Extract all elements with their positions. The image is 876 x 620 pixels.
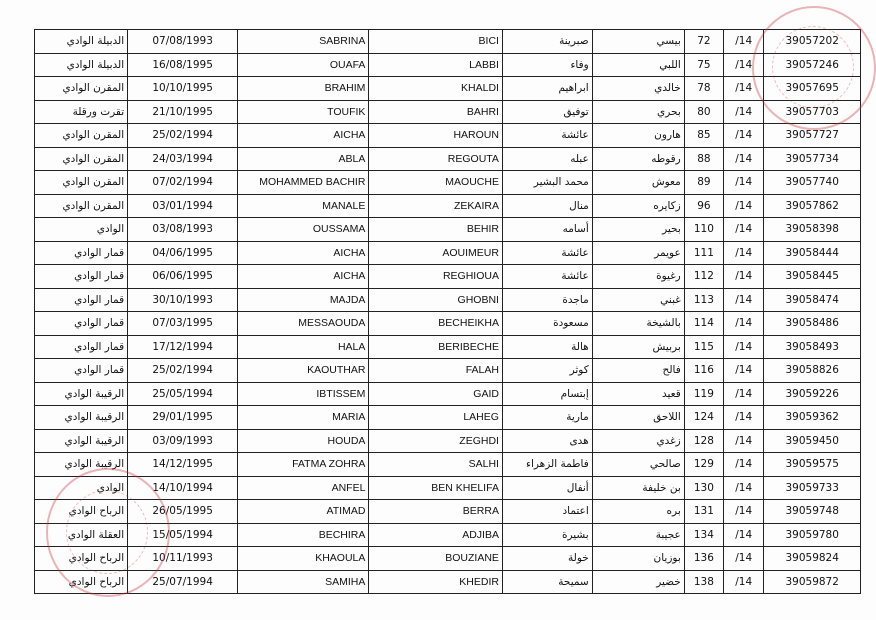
last-name-arabic-cell: بربيش — [592, 335, 684, 359]
table-row — [35, 429, 861, 453]
birth-date-cell: 07/02/1994 — [128, 171, 238, 195]
birth-place-cell: قمار الوادي — [35, 335, 128, 359]
last-name-latin-cell: BECHEIKHA — [369, 312, 503, 336]
first-name-arabic-cell: أنفال — [502, 476, 592, 500]
birth-date-cell: 04/06/1995 — [128, 241, 238, 265]
serial-number-cell: 89 — [684, 171, 723, 195]
registration-id-cell: 39059575 — [764, 453, 861, 477]
first-name-arabic-cell: وفاء — [502, 53, 592, 77]
code-cell: /14 — [724, 523, 764, 547]
first-name-arabic-cell: عبله — [502, 147, 592, 171]
birth-date-cell: 21/10/1995 — [128, 100, 238, 124]
birth-place-cell: المقرن الوادي — [35, 171, 128, 195]
birth-date-cell: 06/06/1995 — [128, 265, 238, 289]
last-name-latin-cell: MAOUCHE — [369, 171, 503, 195]
last-name-arabic-cell: خضير — [592, 570, 684, 594]
serial-number-cell: 75 — [684, 53, 723, 77]
serial-number-cell: 138 — [684, 570, 723, 594]
table-row — [35, 100, 861, 124]
birth-place-cell: قمار الوادي — [35, 288, 128, 312]
serial-number-cell: 96 — [684, 194, 723, 218]
code-cell: /14 — [724, 500, 764, 524]
first-name-arabic-cell: عائشة — [502, 241, 592, 265]
first-name-latin-cell: IBTISSEM — [238, 382, 369, 406]
birth-date-cell: 24/03/1994 — [128, 147, 238, 171]
code-cell: /14 — [724, 53, 764, 77]
last-name-latin-cell: ZEGHDI — [369, 429, 503, 453]
first-name-arabic-cell: اعتماد — [502, 500, 592, 524]
registration-id-cell: 39059780 — [764, 523, 861, 547]
birth-date-cell: 10/11/1993 — [128, 547, 238, 571]
serial-number-cell: 115 — [684, 335, 723, 359]
last-name-latin-cell: GAID — [369, 382, 503, 406]
last-name-arabic-cell: رقوطه — [592, 147, 684, 171]
first-name-latin-cell: ANFEL — [238, 476, 369, 500]
birth-place-cell: قمار الوادي — [35, 359, 128, 383]
first-name-latin-cell: KAOUTHAR — [238, 359, 369, 383]
code-cell: /14 — [724, 241, 764, 265]
last-name-arabic-cell: بره — [592, 500, 684, 524]
serial-number-cell: 131 — [684, 500, 723, 524]
last-name-latin-cell: KHALDI — [369, 77, 503, 101]
registration-id-cell: 39057862 — [764, 194, 861, 218]
serial-number-cell: 85 — [684, 124, 723, 148]
first-name-arabic-cell: محمد البشير — [502, 171, 592, 195]
table-row — [35, 194, 861, 218]
birth-date-cell: 15/05/1994 — [128, 523, 238, 547]
first-name-arabic-cell: هالة — [502, 335, 592, 359]
first-name-latin-cell: OUAFA — [238, 53, 369, 77]
registration-id-cell: 39059733 — [764, 476, 861, 500]
last-name-latin-cell: BOUZIANE — [369, 547, 503, 571]
birth-date-cell: 26/05/1995 — [128, 500, 238, 524]
first-name-latin-cell: ABLA — [238, 147, 369, 171]
last-name-latin-cell: AOUIMEUR — [369, 241, 503, 265]
code-cell: /14 — [724, 124, 764, 148]
last-name-latin-cell: BICI — [369, 30, 503, 54]
birth-place-cell: قمار الوادي — [35, 312, 128, 336]
last-name-latin-cell: REGOUTA — [369, 147, 503, 171]
code-cell: /14 — [724, 147, 764, 171]
first-name-arabic-cell: مارية — [502, 406, 592, 430]
registration-id-cell: 39059362 — [764, 406, 861, 430]
birth-place-cell: الرباح الوادي — [35, 547, 128, 571]
first-name-arabic-cell: كوثر — [502, 359, 592, 383]
birth-date-cell: 07/08/1993 — [128, 30, 238, 54]
registration-id-cell: 39058444 — [764, 241, 861, 265]
first-name-latin-cell: HALA — [238, 335, 369, 359]
last-name-arabic-cell: هارون — [592, 124, 684, 148]
last-name-latin-cell: HAROUN — [369, 124, 503, 148]
serial-number-cell: 80 — [684, 100, 723, 124]
birth-place-cell: الرقيبة الوادي — [35, 429, 128, 453]
last-name-arabic-cell: غبني — [592, 288, 684, 312]
first-name-arabic-cell: صبرينة — [502, 30, 592, 54]
table-row — [35, 288, 861, 312]
code-cell: /14 — [724, 359, 764, 383]
last-name-latin-cell: ZEKAIRA — [369, 194, 503, 218]
first-name-latin-cell: AICHA — [238, 124, 369, 148]
birth-date-cell: 16/08/1995 — [128, 53, 238, 77]
first-name-arabic-cell: خولة — [502, 547, 592, 571]
last-name-arabic-cell: بحري — [592, 100, 684, 124]
birth-place-cell: الوادي — [35, 218, 128, 242]
table-row — [35, 500, 861, 524]
birth-place-cell: الرقيبة الوادي — [35, 382, 128, 406]
birth-place-cell: تقرت ورقلة — [35, 100, 128, 124]
serial-number-cell: 134 — [684, 523, 723, 547]
serial-number-cell: 124 — [684, 406, 723, 430]
birth-date-cell: 25/02/1994 — [128, 124, 238, 148]
first-name-arabic-cell: منال — [502, 194, 592, 218]
first-name-latin-cell: MESSAOUDA — [238, 312, 369, 336]
registration-id-cell: 39059226 — [764, 382, 861, 406]
table-row — [35, 476, 861, 500]
last-name-latin-cell: FALAH — [369, 359, 503, 383]
birth-date-cell: 14/12/1995 — [128, 453, 238, 477]
birth-date-cell: 14/10/1994 — [128, 476, 238, 500]
code-cell: /14 — [724, 312, 764, 336]
first-name-latin-cell: AICHA — [238, 241, 369, 265]
first-name-latin-cell: MANALE — [238, 194, 369, 218]
birth-place-cell: الرقيبة الوادي — [35, 453, 128, 477]
code-cell: /14 — [724, 194, 764, 218]
code-cell: /14 — [724, 218, 764, 242]
last-name-arabic-cell: اللبي — [592, 53, 684, 77]
last-name-arabic-cell: رغيوة — [592, 265, 684, 289]
table-row — [35, 53, 861, 77]
code-cell: /14 — [724, 382, 764, 406]
registration-id-cell: 39057703 — [764, 100, 861, 124]
table-row — [35, 359, 861, 383]
code-cell: /14 — [724, 171, 764, 195]
first-name-latin-cell: MAJDA — [238, 288, 369, 312]
table-row — [35, 124, 861, 148]
table-row — [35, 77, 861, 101]
last-name-latin-cell: GHOBNI — [369, 288, 503, 312]
serial-number-cell: 72 — [684, 30, 723, 54]
last-name-arabic-cell: بوزيان — [592, 547, 684, 571]
registration-id-cell: 39057734 — [764, 147, 861, 171]
table-row — [35, 406, 861, 430]
code-cell: /14 — [724, 30, 764, 54]
last-name-arabic-cell: اللاحق — [592, 406, 684, 430]
first-name-latin-cell: AICHA — [238, 265, 369, 289]
last-name-latin-cell: ADJIBA — [369, 523, 503, 547]
code-cell: /14 — [724, 100, 764, 124]
birth-date-cell: 03/09/1993 — [128, 429, 238, 453]
registration-id-cell: 39057695 — [764, 77, 861, 101]
birth-place-cell: الرقيبة الوادي — [35, 406, 128, 430]
code-cell: /14 — [724, 288, 764, 312]
last-name-latin-cell: BEHIR — [369, 218, 503, 242]
registration-id-cell: 39059824 — [764, 547, 861, 571]
serial-number-cell: 112 — [684, 265, 723, 289]
serial-number-cell: 110 — [684, 218, 723, 242]
last-name-arabic-cell: قعيد — [592, 382, 684, 406]
first-name-arabic-cell: إبتسام — [502, 382, 592, 406]
student-roster-table — [34, 29, 861, 594]
serial-number-cell: 88 — [684, 147, 723, 171]
roster-body — [35, 30, 861, 594]
first-name-arabic-cell: عائشة — [502, 265, 592, 289]
last-name-latin-cell: BEN KHELIFA — [369, 476, 503, 500]
last-name-latin-cell: BAHRI — [369, 100, 503, 124]
first-name-arabic-cell: أسامه — [502, 218, 592, 242]
birth-place-cell: الدبيلة الوادي — [35, 30, 128, 54]
last-name-arabic-cell: عويمر — [592, 241, 684, 265]
last-name-arabic-cell: بحير — [592, 218, 684, 242]
birth-place-cell: الرباح الوادي — [35, 500, 128, 524]
birth-date-cell: 25/05/1994 — [128, 382, 238, 406]
birth-date-cell: 03/08/1993 — [128, 218, 238, 242]
first-name-latin-cell: SAMIHA — [238, 570, 369, 594]
last-name-arabic-cell: عجيبة — [592, 523, 684, 547]
registration-id-cell: 39057740 — [764, 171, 861, 195]
first-name-arabic-cell: ماجدة — [502, 288, 592, 312]
birth-place-cell: المقرن الوادي — [35, 147, 128, 171]
table-row — [35, 382, 861, 406]
registration-id-cell: 39059748 — [764, 500, 861, 524]
first-name-latin-cell: SABRINA — [238, 30, 369, 54]
code-cell: /14 — [724, 453, 764, 477]
code-cell: /14 — [724, 265, 764, 289]
last-name-latin-cell: SALHI — [369, 453, 503, 477]
birth-place-cell: الوادي — [35, 476, 128, 500]
code-cell: /14 — [724, 335, 764, 359]
registration-id-cell: 39057727 — [764, 124, 861, 148]
last-name-arabic-cell: زغدي — [592, 429, 684, 453]
table-row — [35, 265, 861, 289]
table-row — [35, 312, 861, 336]
registration-id-cell: 39058486 — [764, 312, 861, 336]
serial-number-cell: 129 — [684, 453, 723, 477]
first-name-arabic-cell: فاطمة الزهراء — [502, 453, 592, 477]
last-name-arabic-cell: بالشيخة — [592, 312, 684, 336]
table-row — [35, 547, 861, 571]
registration-id-cell: 39058398 — [764, 218, 861, 242]
last-name-arabic-cell: بن خليفة — [592, 476, 684, 500]
table-row — [35, 218, 861, 242]
registration-id-cell: 39059872 — [764, 570, 861, 594]
registration-id-cell: 39058474 — [764, 288, 861, 312]
registration-id-cell: 39058826 — [764, 359, 861, 383]
last-name-latin-cell: REGHIOUA — [369, 265, 503, 289]
first-name-latin-cell: BECHIRA — [238, 523, 369, 547]
first-name-arabic-cell: بشيرة — [502, 523, 592, 547]
table-row — [35, 171, 861, 195]
first-name-latin-cell: ATIMAD — [238, 500, 369, 524]
registration-id-cell: 39058445 — [764, 265, 861, 289]
birth-place-cell: المقرن الوادي — [35, 194, 128, 218]
registration-id-cell: 39058493 — [764, 335, 861, 359]
last-name-latin-cell: KHEDIR — [369, 570, 503, 594]
last-name-arabic-cell: صالحي — [592, 453, 684, 477]
first-name-arabic-cell: ابراهيم — [502, 77, 592, 101]
first-name-arabic-cell: مسعودة — [502, 312, 592, 336]
first-name-arabic-cell: هدى — [502, 429, 592, 453]
birth-date-cell: 03/01/1994 — [128, 194, 238, 218]
first-name-latin-cell: BRAHIM — [238, 77, 369, 101]
serial-number-cell: 114 — [684, 312, 723, 336]
table-row — [35, 523, 861, 547]
first-name-latin-cell: OUSSAMA — [238, 218, 369, 242]
last-name-latin-cell: LABBI — [369, 53, 503, 77]
last-name-latin-cell: BERRA — [369, 500, 503, 524]
registration-id-cell: 39057202 — [764, 30, 861, 54]
table-row — [35, 147, 861, 171]
code-cell: /14 — [724, 476, 764, 500]
table-row — [35, 241, 861, 265]
last-name-arabic-cell: معوش — [592, 171, 684, 195]
birth-place-cell: قمار الوادي — [35, 241, 128, 265]
serial-number-cell: 119 — [684, 382, 723, 406]
birth-date-cell: 10/10/1995 — [128, 77, 238, 101]
table-row — [35, 335, 861, 359]
last-name-arabic-cell: بيسي — [592, 30, 684, 54]
serial-number-cell: 130 — [684, 476, 723, 500]
birth-place-cell: المقرن الوادي — [35, 124, 128, 148]
serial-number-cell: 136 — [684, 547, 723, 571]
first-name-latin-cell: FATMA ZOHRA — [238, 453, 369, 477]
registration-id-cell: 39057246 — [764, 53, 861, 77]
serial-number-cell: 113 — [684, 288, 723, 312]
birth-place-cell: الدبيلة الوادي — [35, 53, 128, 77]
last-name-arabic-cell: زكايره — [592, 194, 684, 218]
first-name-arabic-cell: عائشة — [502, 124, 592, 148]
serial-number-cell: 111 — [684, 241, 723, 265]
table-row — [35, 570, 861, 594]
last-name-latin-cell: BERIBECHE — [369, 335, 503, 359]
birth-date-cell: 25/07/1994 — [128, 570, 238, 594]
birth-place-cell: الرباح الوادي — [35, 570, 128, 594]
birth-date-cell: 30/10/1993 — [128, 288, 238, 312]
registration-id-cell: 39059450 — [764, 429, 861, 453]
first-name-latin-cell: MARIA — [238, 406, 369, 430]
last-name-arabic-cell: فالح — [592, 359, 684, 383]
code-cell: /14 — [724, 406, 764, 430]
serial-number-cell: 128 — [684, 429, 723, 453]
birth-date-cell: 17/12/1994 — [128, 335, 238, 359]
birth-place-cell: العقلة الوادي — [35, 523, 128, 547]
code-cell: /14 — [724, 429, 764, 453]
birth-place-cell: المقرن الوادي — [35, 77, 128, 101]
first-name-arabic-cell: سميحة — [502, 570, 592, 594]
last-name-latin-cell: LAHEG — [369, 406, 503, 430]
birth-date-cell: 07/03/1995 — [128, 312, 238, 336]
first-name-latin-cell: TOUFIK — [238, 100, 369, 124]
serial-number-cell: 116 — [684, 359, 723, 383]
first-name-arabic-cell: توفيق — [502, 100, 592, 124]
table-row — [35, 30, 861, 54]
birth-place-cell: قمار الوادي — [35, 265, 128, 289]
code-cell: /14 — [724, 77, 764, 101]
birth-date-cell: 25/02/1994 — [128, 359, 238, 383]
last-name-arabic-cell: خالدي — [592, 77, 684, 101]
code-cell: /14 — [724, 570, 764, 594]
serial-number-cell: 78 — [684, 77, 723, 101]
first-name-latin-cell: HOUDA — [238, 429, 369, 453]
first-name-latin-cell: MOHAMMED BACHIR — [238, 171, 369, 195]
code-cell: /14 — [724, 547, 764, 571]
table-row — [35, 453, 861, 477]
birth-date-cell: 29/01/1995 — [128, 406, 238, 430]
first-name-latin-cell: KHAOULA — [238, 547, 369, 571]
